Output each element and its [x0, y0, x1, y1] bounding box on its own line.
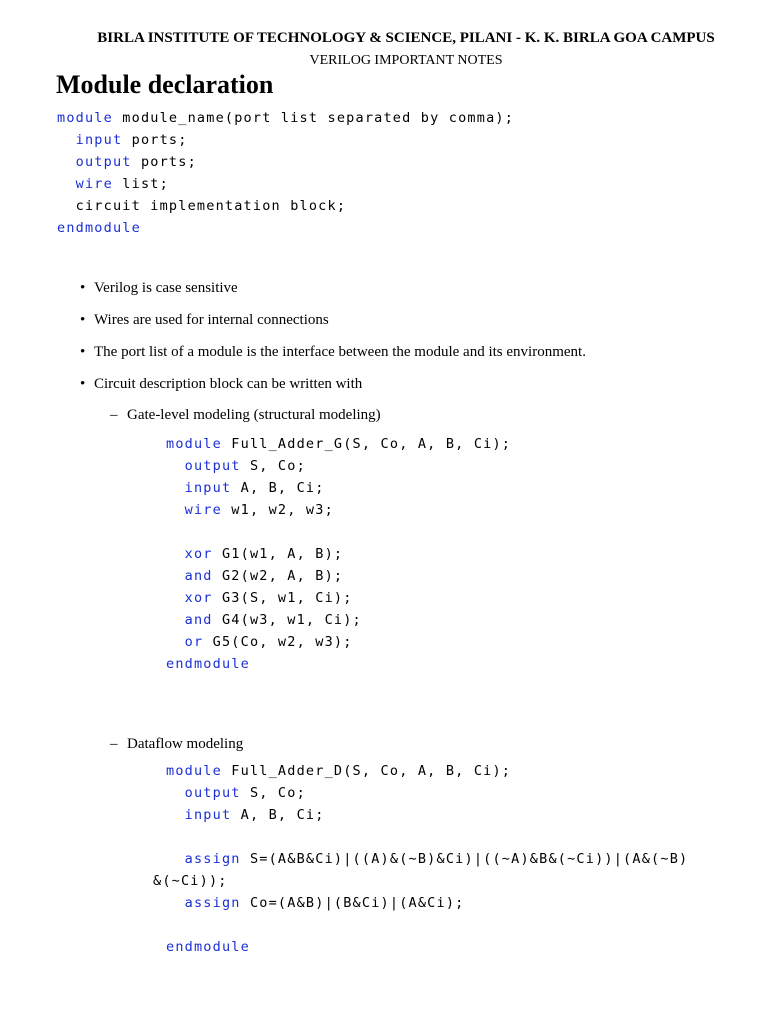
code-text: [166, 612, 185, 628]
code-line: [166, 499, 511, 521]
code-keyword: wire: [75, 176, 113, 192]
code-line: [57, 195, 514, 217]
code-text: [57, 176, 76, 192]
code-text: [166, 502, 185, 518]
code-line: [153, 870, 688, 892]
code-keyword: or: [184, 634, 204, 650]
code-text: ports;: [122, 132, 188, 148]
code-line: [166, 914, 688, 936]
code-line: [57, 173, 514, 195]
code-line: [166, 653, 511, 675]
code-line: [166, 631, 511, 653]
code-keyword: module: [166, 763, 222, 779]
code-keyword: module: [166, 436, 222, 452]
code-text: [166, 546, 185, 562]
code-text: [166, 458, 185, 474]
code-line: [166, 782, 688, 804]
code-keyword: input: [184, 480, 232, 496]
code-keyword: input: [184, 807, 232, 823]
code-line: [166, 521, 511, 543]
code-line: [57, 129, 514, 151]
code-keyword: wire: [184, 502, 222, 518]
code-text: [57, 154, 76, 170]
page-header-subtitle: VERILOG IMPORTANT NOTES: [309, 53, 503, 68]
code-text: S, Co;: [240, 785, 306, 801]
code-line: [166, 848, 688, 870]
bullet-circuit-description: • Circuit description block can be written with: [94, 376, 362, 393]
code-text: [166, 785, 185, 801]
sub-item-gate-level: – Gate-level modeling (structural modeling): [127, 407, 381, 424]
code-text: A, B, Ci;: [231, 807, 325, 823]
code-text: list;: [112, 176, 169, 192]
code-line: [166, 587, 511, 609]
code-text: &(∼Ci));: [153, 873, 228, 889]
code-keyword: assign: [184, 851, 241, 867]
code-line: [166, 804, 688, 826]
section-title: Module declaration: [56, 70, 274, 99]
gate-level-code: [166, 433, 511, 675]
code-keyword: assign: [184, 895, 241, 911]
code-text: [166, 590, 185, 606]
code-text: G4(w3, w1, Ci);: [212, 612, 362, 628]
code-keyword: module: [57, 110, 113, 126]
bullet-wires: • Wires are used for internal connections: [94, 312, 329, 329]
code-text: [166, 895, 185, 911]
bullet-case-sensitive: • Verilog is case sensitive: [94, 280, 238, 297]
code-keyword: and: [184, 568, 213, 584]
code-text: G5(Co, w2, w3);: [203, 634, 353, 650]
bullet-port-list: • The port list of a module is the interface between the module and its environment.: [94, 344, 586, 361]
code-line: [166, 892, 688, 914]
code-keyword: endmodule: [166, 939, 250, 955]
dataflow-code: [153, 760, 689, 958]
code-line: [166, 826, 688, 848]
code-text: S=(A&B&Ci)|((A)&(∼B)&Ci)|((∼A)&B&(∼Ci))|(A&(∼B): [240, 851, 689, 867]
code-keyword: endmodule: [57, 220, 141, 236]
code-line: [166, 565, 511, 587]
code-line: [166, 760, 688, 782]
code-text: [166, 568, 185, 584]
code-keyword: xor: [184, 546, 213, 562]
code-text: [166, 634, 185, 650]
code-text: [166, 480, 185, 496]
code-line: [166, 455, 511, 477]
code-text: A, B, Ci;: [231, 480, 325, 496]
code-line: [166, 433, 511, 455]
code-text: G1(w1, A, B);: [212, 546, 344, 562]
code-line: [166, 936, 688, 958]
code-text: module_name(port list separated by comma);: [112, 110, 515, 126]
code-text: G2(w2, A, B);: [212, 568, 344, 584]
code-keyword: output: [75, 154, 132, 170]
page-header-institute: BIRLA INSTITUTE OF TECHNOLOGY & SCIENCE, PILANI - K. K. BIRLA GOA CAMPUS: [97, 30, 715, 46]
code-keyword: output: [184, 785, 241, 801]
code-keyword: input: [75, 132, 123, 148]
code-line: [57, 151, 514, 173]
code-line: [166, 477, 511, 499]
code-text: [57, 132, 76, 148]
code-text: circuit implementation block;: [57, 198, 347, 214]
code-keyword: output: [184, 458, 241, 474]
code-line: [57, 107, 514, 129]
code-line: [166, 543, 511, 565]
code-text: ports;: [131, 154, 197, 170]
code-text: G3(S, w1, Ci);: [212, 590, 353, 606]
code-text: Full_Adder_D(S, Co, A, B, Ci);: [221, 763, 512, 779]
code-text: S, Co;: [240, 458, 306, 474]
code-text: Full_Adder_G(S, Co, A, B, Ci);: [221, 436, 512, 452]
code-line: [57, 217, 514, 239]
module-template-code: [57, 107, 514, 239]
code-keyword: endmodule: [166, 656, 250, 672]
code-text: w1, w2, w3;: [221, 502, 334, 518]
code-keyword: xor: [184, 590, 213, 606]
sub-item-dataflow: – Dataflow modeling: [127, 736, 243, 753]
code-line: [166, 609, 511, 631]
code-text: [166, 807, 185, 823]
code-text: Co=(A&B)|(B&Ci)|(A&Ci);: [240, 895, 465, 911]
code-keyword: and: [184, 612, 213, 628]
code-text: [166, 851, 185, 867]
